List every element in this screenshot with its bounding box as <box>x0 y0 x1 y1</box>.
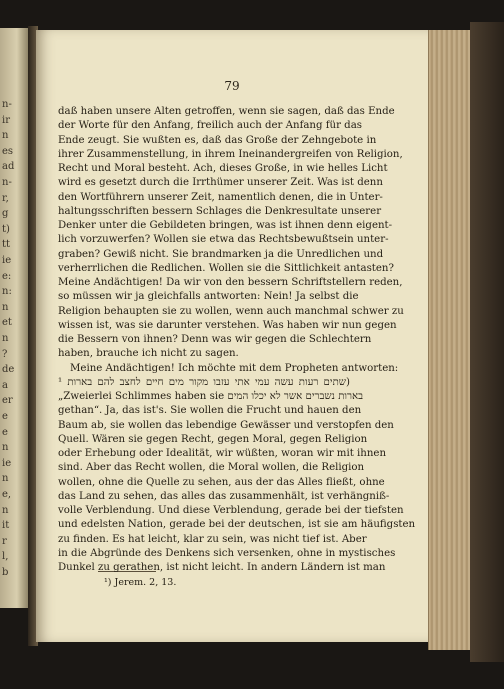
text-line: zu finden. Es hat leicht, klar zu sein, was nicht tief ist. Aber <box>58 533 367 545</box>
text-line: sind. Aber das Recht wollen, die Moral wollen, die Religion <box>58 462 365 474</box>
text-line: daß haben unsere Alten getroffen, wenn sie sagen, daß das Ende <box>58 106 395 117</box>
footnote: ¹) Jerem. 2, 13. <box>104 577 177 588</box>
left-page-fragment: er <box>2 395 13 407</box>
left-page-fragment: e <box>2 411 8 422</box>
left-page-fragment: n <box>2 442 9 454</box>
text-line: haben, brauche ich nicht zu sagen. <box>58 348 239 360</box>
left-page-fragment: ? <box>2 348 8 360</box>
text-line: lich vorzuwerfen? Wollen sie etwa das Rechtsbewußtsein unter- <box>58 234 389 246</box>
text-line: „Zweierlei Schlimmes haben sie בארות נשברים אשר לא יכלו המים <box>58 391 364 402</box>
text-line: graben? Gewiß nicht. Sie brandmarken ja die Unredlichen und <box>58 248 384 260</box>
left-page-fragment: n: <box>2 286 12 298</box>
text-line: שתים רעות עשה עמי אתי עזבו מקור מים חיים לחצב להם בארות ¹) <box>58 376 350 388</box>
left-page-fragment: a <box>2 379 8 391</box>
text-line: Dunkel zu gerathen, ist nicht leicht. In andern Ländern ist man <box>58 562 386 573</box>
text-line: Meine Andächtigen! Da wir von den bessern Schriftstellern reden, <box>58 277 403 288</box>
text-line: den Wortführern unserer Zeit, namentlich denen, die in Unter- <box>58 191 383 203</box>
left-page-fragment: r, <box>2 192 9 204</box>
text-line: Meine Andächtigen! Ich möchte mit dem Propheten antworten: <box>70 362 399 374</box>
text-line: Denker unter die Gebildeten bringen, was ist ihnen denn eigent- <box>58 220 393 231</box>
left-page-fragment: e, <box>2 489 12 500</box>
left-page-fragment: l, <box>2 551 9 563</box>
text-line: und edelsten Nation, gerade bei der deutschen, ist sie am häufigsten <box>58 519 416 531</box>
text-line: die Bessern von ihnen? Denn was wir gegen die Schlechtern <box>58 334 372 345</box>
book-page <box>36 30 428 642</box>
text-line: Religion behaupten sie zu wollen, wenn auch manchmal schwer zu <box>58 305 404 317</box>
text-line: wird es gesetzt durch die Irrthümer unserer Zeit. Was ist denn <box>58 177 383 189</box>
left-page-fragment: de <box>2 364 15 376</box>
text-line: in die Abgründe des Denkens sich versenken, ohne in mystisches <box>58 547 396 559</box>
left-page-fragment: n <box>2 301 9 313</box>
text-line: verherrlichen die Redlichen. Wollen sie die Sittlichkeit antasten? <box>58 262 394 274</box>
left-page-fragment: ie <box>2 457 12 469</box>
left-page-fragment: n <box>2 130 9 142</box>
text-line: Ende zeugt. Sie wußten es, daß das Große der Zehngebote in <box>58 134 377 146</box>
left-page-fragment: t) <box>2 223 10 235</box>
left-page-fragment: tt <box>2 239 11 251</box>
page-number: 79 <box>224 79 240 93</box>
left-page <box>0 28 28 608</box>
left-page-fragment: n <box>2 473 9 485</box>
text-line: das Land zu sehen, das alles das zusammenhält, ist verhängniß- <box>58 490 390 502</box>
text-line: gethan“. Ja, das ist's. Sie wollen die Frucht und hauen den <box>58 405 362 417</box>
text-line: Recht und Moral besteht. Ach, dieses Große, in wie helles Licht <box>58 163 388 174</box>
left-page-fragment: n- <box>2 99 12 110</box>
left-page-fragment: b <box>2 567 9 578</box>
left-page-fragment: e: <box>2 270 12 282</box>
text-line: volle Verblendung. Und diese Verblendung, gerade bei der tiefsten <box>58 505 404 516</box>
text-line: Baum ab, sie wollen das lebendige Gewässer und verstopfen den <box>58 419 394 431</box>
page-edges <box>428 30 473 650</box>
left-page-fragment: ie <box>2 255 12 266</box>
left-page-fragment: es <box>2 145 14 157</box>
book-cover <box>470 22 504 662</box>
text-line: ihrer Zusammenstellung, in ihrem Ineinandergreifen von Religion, <box>58 148 403 160</box>
text-line: so müssen wir ja gleichfalls antworten: Nein! Ja selbst die <box>58 291 359 303</box>
left-page-fragment: n <box>2 504 9 516</box>
text-line: wissen ist, was sie darunter verstehen. Was haben wir nun gegen <box>58 319 397 331</box>
text-line: wollen, ohne die Quelle zu sehen, aus der das Alles fließt, ohne <box>58 476 385 488</box>
left-page-fragment: ad <box>2 161 15 173</box>
left-page-fragment: g <box>2 208 9 220</box>
left-page-fragment: ir <box>2 114 10 126</box>
left-page-fragment: et <box>2 317 12 329</box>
left-page-fragment: it <box>2 520 10 532</box>
text-line: Quell. Wären sie gegen Recht, gegen Moral, gegen Religion <box>58 433 368 445</box>
left-page-fragment: e <box>2 426 8 438</box>
left-page-fragment: r <box>2 535 7 547</box>
text-line: oder Erhebung oder Idealität, wir wüßten, woran wir mit ihnen <box>58 448 387 459</box>
text-line: der Worte für den Anfang, freilich auch der Anfang für das <box>58 120 363 132</box>
text-line: haltungsschriften bessern Schlages die Denkresultate unserer <box>58 205 382 217</box>
left-page-fragment: n <box>2 333 9 344</box>
left-page-fragment: n- <box>2 177 12 188</box>
